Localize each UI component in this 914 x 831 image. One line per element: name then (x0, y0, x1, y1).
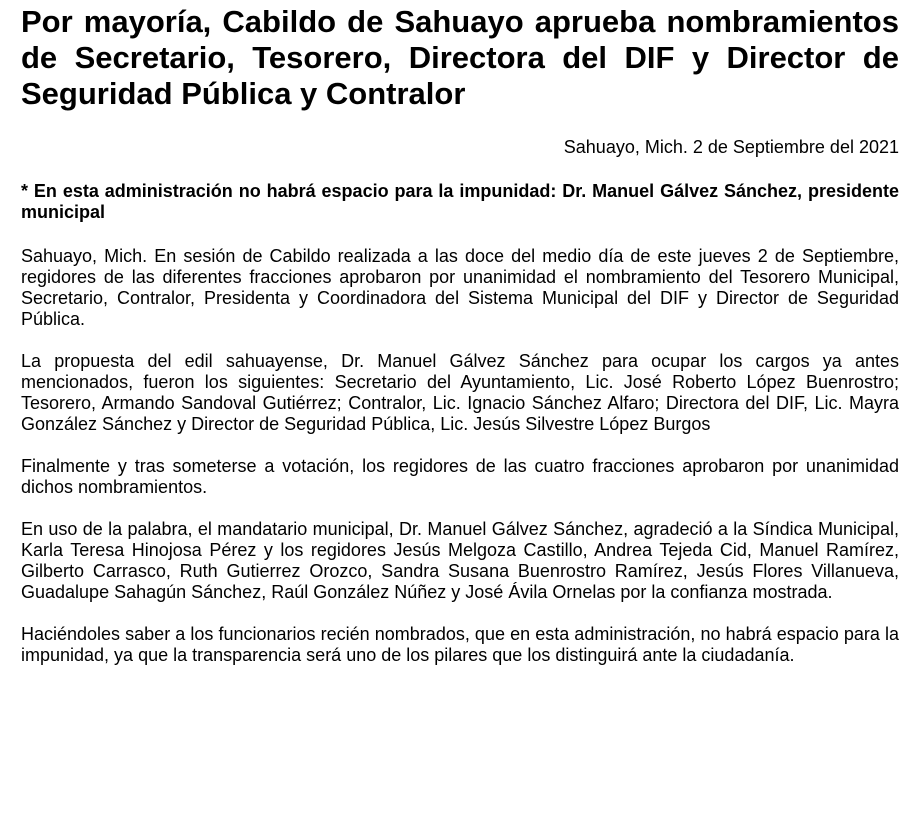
paragraph-appointments: La propuesta del edil sahuayense, Dr. Manuel Gálvez Sánchez para ocupar los cargos ya antes mencionados, fueron los siguientes: Secretario del Ayuntamiento, Lic. José Roberto López Buenrostro; Tesorero, Armando Sandoval Gutiérrez; Contralor, Lic. Ignacio Sánchez Alfaro; Directora del DIF, Lic. Mayra González Sánchez y Director de Seguridad Pública, Lic. Jesús Silvestre López Burgos (21, 351, 899, 434)
paragraph-thanks: En uso de la palabra, el mandatario municipal, Dr. Manuel Gálvez Sánchez, agradeció a la Síndica Municipal, Karla Teresa Hinojosa Pérez y los regidores Jesús Melgoza Castillo, Andrea Tejeda Cid, Manuel Ramírez, Gilberto Carrasco, Ruth Gutierrez Orozco, Sandra Susana Buenrostro Ramírez, Jesús Flores Villanueva, Guadalupe Sahagún Sánchez, Raúl González Núñez y José Ávila Ornelas por la confianza mostrada. (21, 519, 899, 602)
dateline: Sahuayo, Mich. 2 de Septiembre del 2021 (563, 137, 899, 157)
document-page (21, 0, 899, 666)
paragraph-vote: Finalmente y tras someterse a votación, los regidores de las cuatro fracciones aprobaron por unanimidad dichos nombramientos. (21, 456, 899, 497)
paragraph-session: Sahuayo, Mich. En sesión de Cabildo realizada a las doce del medio día de este jueves 2 de Septiembre, regidores de las diferentes fracciones aprobaron por unanimidad el nombramiento del Tesorero Municipal, Secretario, Contralor, Presidenta y Coordinadora del Sistema Municipal del DIF y Director de Seguridad Pública. (21, 246, 899, 329)
paragraph-impunity: Haciéndoles saber a los funcionarios recién nombrados, que en esta administración, no habrá espacio para la impunidad, ya que la transparencia será uno de los pilares que los distinguirá ante la ciudadanía. (21, 624, 899, 665)
headline: Por mayoría, Cabildo de Sahuayo aprueba nombramientos de Secretario, Tesorero, Directora del DIF y Director de Seguridad Pública y Contralor (21, 4, 899, 111)
lead-quote: * En esta administración no habrá espacio para la impunidad: Dr. Manuel Gálvez Sánchez, presidente municipal (21, 181, 899, 222)
